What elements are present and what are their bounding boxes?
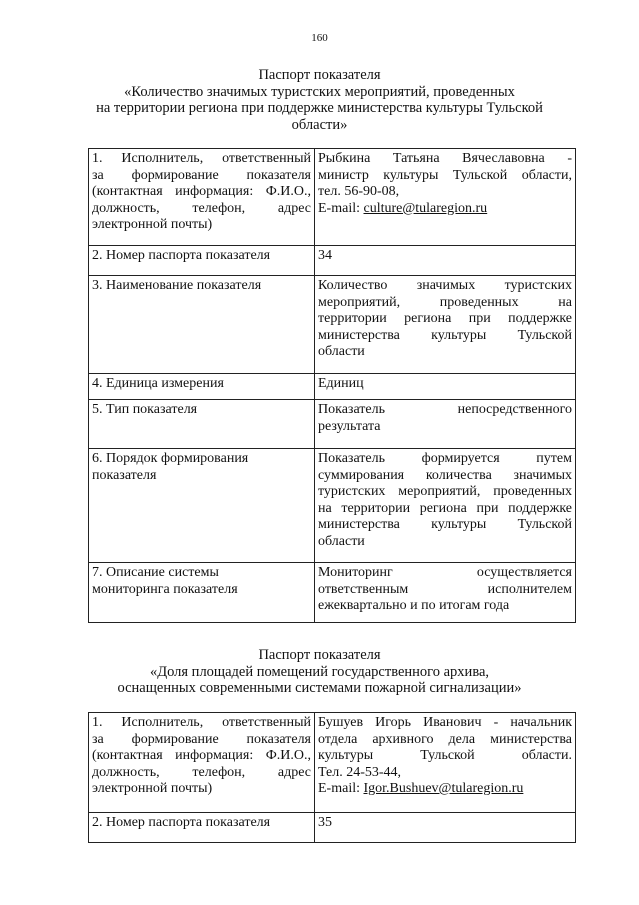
value-line: Количество значимых туристских [318,278,572,293]
label-line: за формирование показателя [92,731,311,747]
value-line: министерства культуры Тульской [318,517,572,532]
value-cell [315,374,576,400]
section1-subtitle-line: на территории региона при поддержке министерства культуры Тульской [96,100,543,116]
section1-subtitle-line: «Количество значимых туристских мероприятий, проведенных [124,83,515,100]
email-link[interactable]: culture@tularegion.ru [363,200,488,216]
section1-title: Паспорт показателя [258,67,381,83]
label-line: (контактная информация: Ф.И.О., [92,748,311,763]
email-link[interactable]: Igor.Bushuev@tularegion.ru [363,781,524,796]
value-cell [315,563,576,623]
page-number: 160 [311,32,328,44]
section2-table [88,712,576,843]
label-line: должность, телефон, адрес [92,764,311,780]
value-line: министр культуры Тульской области, [318,167,572,183]
label-line: должность, телефон, адрес [92,200,311,216]
value-line: Показатель формируется путем [318,451,572,466]
value-line: области [318,533,365,549]
section1-table [88,148,576,623]
label-cell [89,149,315,246]
table-row [89,449,576,563]
value-cell [315,246,576,276]
value-line: мероприятий, проведенных на [318,294,572,310]
value-line: Мониторинг осуществляется [318,565,572,580]
value-line: министерства культуры Тульской [318,327,572,343]
table-row [89,713,576,813]
email-prefix: E-mail: [318,200,364,216]
table-row [89,246,576,276]
value-line: отдела архивного дела министерства [318,731,572,747]
label-cell [89,400,315,449]
value-cell [315,449,576,563]
label-line: 1. Исполнитель, ответственный [92,715,311,730]
label-cell [89,813,315,843]
value-cell [315,813,576,843]
value-line: 34 [318,248,332,263]
email-line [318,781,572,798]
value-line: на территории региона при поддержке [318,500,572,516]
table-row [89,374,576,400]
table-row [89,400,576,449]
value-line: ежеквартально и по итогам года [318,598,510,613]
label-line: электронной почты) [92,781,213,796]
label-line: электронной почты) [92,217,213,232]
value-cell [315,149,576,246]
value-cell [315,400,576,449]
value-line: суммирования количества значимых [318,467,572,483]
label-line: 1. Исполнитель, ответственный [92,151,311,166]
label-line: мониторинга показателя [92,581,238,597]
value-line: тел. 56-90-08, [318,184,400,199]
label-cell [89,374,315,400]
label-line: 2. Номер паспорта показателя [92,815,271,830]
label-line: 5. Тип показателя [92,402,198,417]
label-line: показателя [92,467,157,483]
email-prefix: E-mail: [318,781,364,796]
section1-subtitle-line: области» [291,116,348,133]
label-line: 3. Наименование показателя [92,278,262,293]
table-row [89,563,576,623]
value-line: результата [318,418,381,434]
label-line: 4. Единица измерения [92,376,224,391]
section2-subtitle-line: «Доля площадей помещений государственного архива, [149,663,490,680]
value-line: области [318,344,365,359]
value-line: туристских мероприятий, проведенных [318,484,572,499]
value-cell [315,713,576,813]
email-line [318,201,572,218]
label-line: 2. Номер паспорта показателя [92,248,271,263]
label-cell [89,449,315,563]
value-line: Показатель непосредственного [318,402,572,417]
section2-title: Паспорт показателя [258,647,381,663]
value-cell [315,276,576,374]
section1-heading [0,67,639,133]
value-line: ответственным исполнителем [318,581,572,597]
section2-subtitle-line: оснащенных современными системами пожарной сигнализации» [117,680,522,696]
table-row [89,813,576,843]
label-line: 7. Описание системы [92,565,219,580]
value-line: 35 [318,815,332,830]
label-cell [89,246,315,276]
label-cell [89,563,315,623]
table-row [89,276,576,374]
label-cell [89,713,315,813]
label-line: 6. Порядок формирования [92,451,249,466]
value-line: Рыбкина Татьяна Вячеславовна - [318,151,572,166]
label-line: за формирование показателя [92,167,311,183]
label-cell [89,276,315,374]
value-line: Единиц [318,376,364,391]
value-line: Тел. 24-53-44, [318,764,402,780]
label-line: (контактная информация: Ф.И.О., [92,184,311,199]
value-line: Бушуев Игорь Иванович - начальник [318,715,572,730]
value-line: территории региона при поддержке [318,311,572,326]
table-row [89,149,576,246]
value-line: культуры Тульской области. [318,748,572,763]
section2-heading [0,647,639,697]
